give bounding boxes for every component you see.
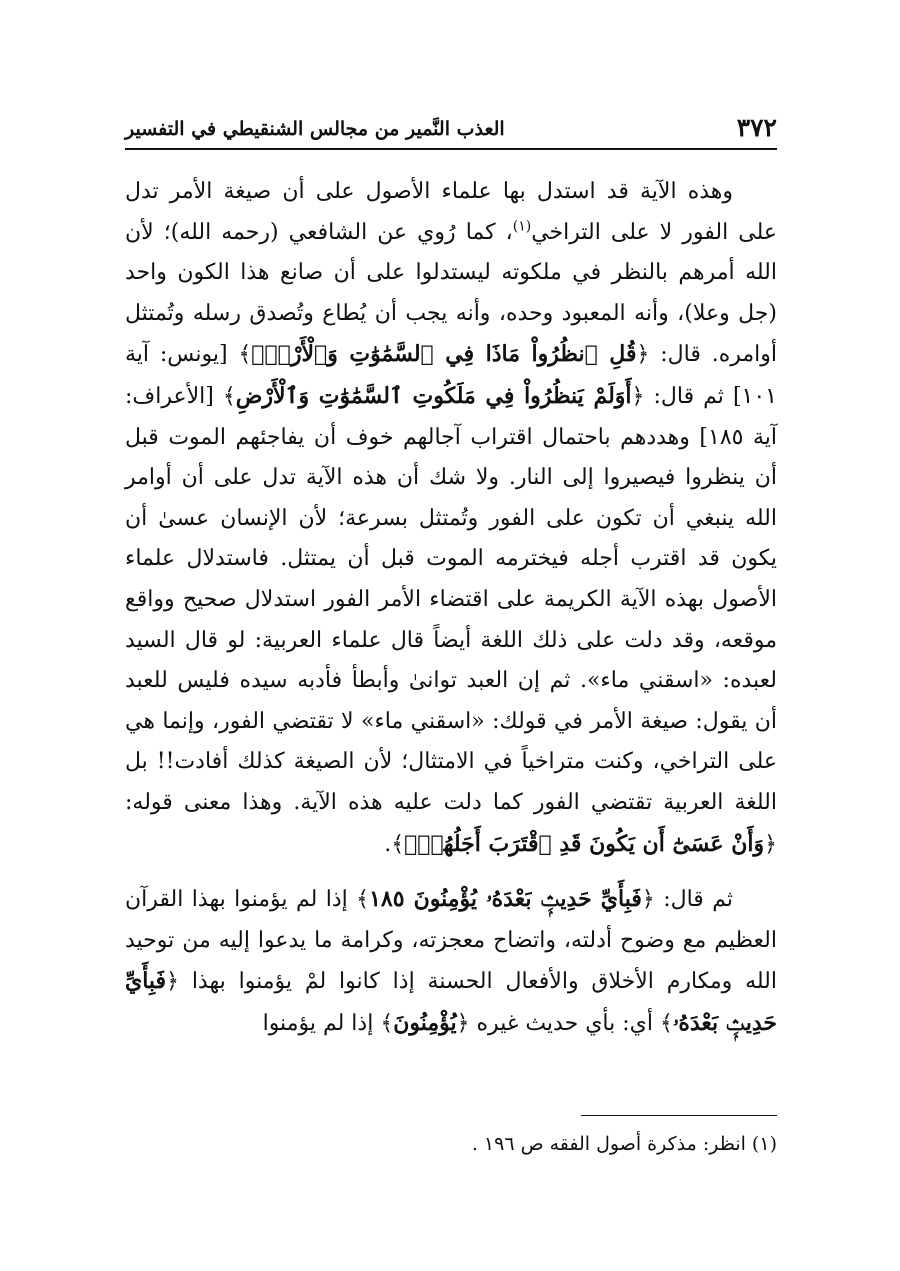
quran-bracket-open: ﴿ bbox=[641, 887, 655, 913]
footnote: (١) انظر: مذكرة أصول الفقه ص ١٩٦ . bbox=[471, 1133, 777, 1155]
quran-bracket-open: ﴿ bbox=[456, 1010, 470, 1036]
quran-bracket-open: ﴿ bbox=[764, 831, 777, 857]
quran-bracket-close: ﴾ bbox=[222, 383, 236, 409]
quran-verse-ajal: وَأَنْ عَسَىٰٓ أَن يَكُونَ قَدِ ٱقْتَرَبَ أَجَلُهُمْۖ bbox=[404, 830, 765, 857]
text-segment: [الأعراف: آية ١٨٥] وهددهم باحتمال اقتراب آجالهم خوف أن يفاجئهم الموت قبل أن ينظروا فيصيروا إلى النار. ولا شك أن هذه الآية تدل على أن أوامر الله ينبغي أن تكون على الفور وتُمتثل بسرعة؛ لأن الإنسان عسىٰ أن يكون قد اقترب أجله فيخترمه الموت قبل أن يمتثل. فاستدلال علماء الأصول بهذه الآية الكريمة على اقتضاء الأمر الفور استدلال صحيح وواقع موقعه، وقد دلت على ذلك اللغة أيضاً قال علماء العربية: لو قال السيد لعبده: «اسقني ماء». ثم إن العبد توانىٰ وأبطأ فأدبه سيده فليس للعبد أن يقول: صيغة الأمر في قولك: «اسقني ماء» لا تقتضي الفور، وإنما هي على التراخي، وكنت متراخياً في الامتثال؛ لأن الصيغة كذلك أفادت!! بل اللغة العربية تقتضي الفور كما دلت عليه هذه الآية. وهذا معنى قوله: bbox=[125, 383, 777, 815]
quran-bracket-open: ﴿ bbox=[636, 342, 650, 368]
quran-word-yuminun: يُؤْمِنُونَ bbox=[393, 1009, 457, 1036]
quran-bracket-close: ﴾ bbox=[391, 831, 405, 857]
text-segment: إذا لم يؤمنوا بهذا القرآن العظيم مع وضوح أدلته، واتضاح معجزته، وكرامة ما يدعوا إليه من توحيد الله ومكارم الأخلاق والأفعال الحسنة إذا كانوا لمْ يؤمنوا بهذا bbox=[125, 887, 777, 995]
quran-bracket-close: ﴾ bbox=[659, 1010, 673, 1036]
text-segment: ثم قال: bbox=[654, 887, 733, 913]
quran-phrase-hadith: فَبِأَيِّ حَدِيثِۭ بَعْدَهُۥ bbox=[125, 968, 777, 1036]
quran-verse-araf: أَوَلَمْ يَنظُرُواْ فِي مَلَكُوتِ ٱلسَّمَٰوَٰتِ وَٱلْأَرْضِ bbox=[235, 382, 632, 409]
quran-verse-hadith: فَبِأَيِّ حَدِيثِۭ بَعْدَهُۥ يُؤْمِنُونَ ١٨٥ bbox=[369, 886, 642, 913]
text-segment: . bbox=[384, 831, 392, 857]
paragraph-1 bbox=[125, 172, 777, 865]
quran-bracket-close: ﴾ bbox=[356, 887, 370, 913]
quran-bracket-open: ﴿ bbox=[166, 969, 179, 995]
page-header bbox=[125, 112, 777, 150]
quran-verse-yunus: قُلِ ٱنظُرُواْ مَاذَا فِي ٱلسَّمَٰوَٰتِ وَٱلْأَرْضِۚ bbox=[251, 341, 637, 368]
page-number: ٣٧٢ bbox=[736, 113, 777, 142]
main-text bbox=[125, 172, 777, 1044]
paragraph-2 bbox=[125, 879, 777, 1044]
footnote-reference: (١) bbox=[512, 218, 532, 235]
text-segment: وهذه الآية قد استدل بها علماء الأصول على أن صيغة الأمر تدل على الفور لا على التراخي bbox=[125, 179, 777, 245]
text-segment: إذا لم يؤمنوا bbox=[262, 1010, 381, 1036]
footnote-divider bbox=[581, 1115, 777, 1116]
text-segment: أي: بأي حديث غيره bbox=[469, 1010, 660, 1036]
running-title: العذب النَّمير من مجالس الشنقيطي في التفسير bbox=[125, 118, 505, 140]
quran-bracket-close: ﴾ bbox=[380, 1010, 394, 1036]
quran-bracket-close: ﴾ bbox=[238, 342, 252, 368]
text-segment: ، كما رُوي عن الشافعي (رحمه الله)؛ لأن الله أمرهم بالنظر في ملكوته ليستدلوا على أن صانع هذا الكون واحد (جل وعلا)، وأنه المعبود وحده، وأنه يجب أن يُطاع وتُصدق رسله وتُمتثل أوامره. قال: bbox=[125, 219, 777, 368]
text-segment: [يونس: آية ١٠١] ثم قال: bbox=[125, 342, 777, 409]
book-page bbox=[125, 112, 777, 1212]
quran-bracket-open: ﴿ bbox=[631, 383, 645, 409]
